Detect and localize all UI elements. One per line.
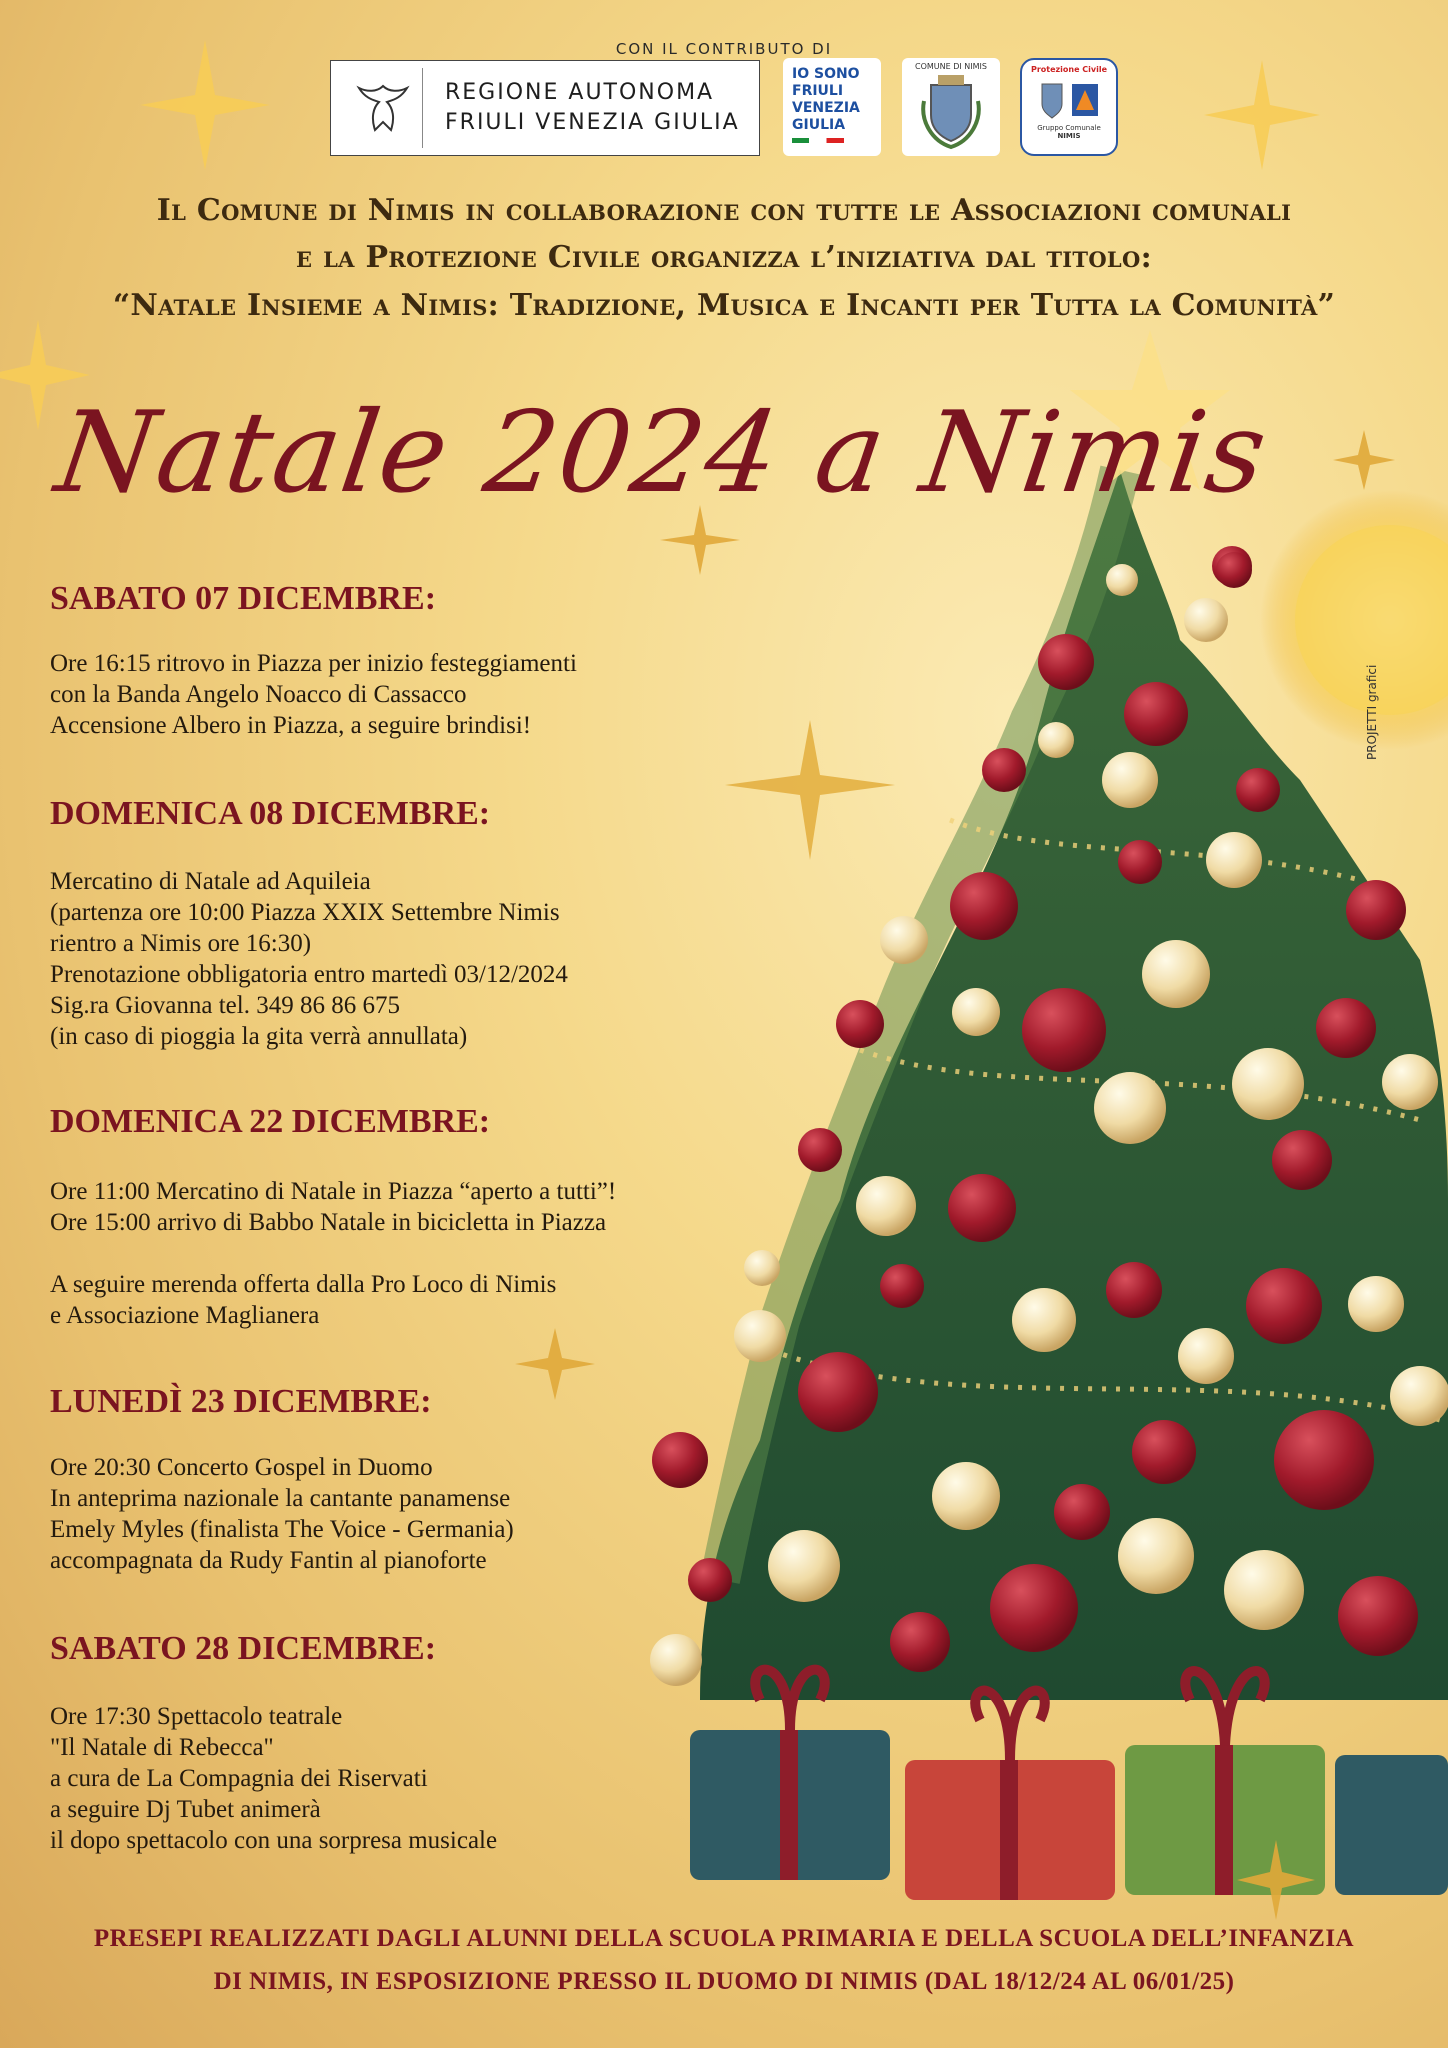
event-line: rientro a Nimis ore 16:30)	[50, 930, 312, 957]
pc-logo-subtitle: Gruppo Comunale	[1037, 124, 1101, 132]
event-line: (in caso di pioggia la gita verrà annullata)	[50, 1023, 468, 1050]
pc-logo-place: NIMIS	[1057, 132, 1081, 140]
event-line: a seguire Dj Tubet animerà	[50, 1796, 321, 1823]
event-line: "Il Natale di Rebecca"	[50, 1734, 274, 1761]
event-description	[50, 1176, 616, 1331]
event-line: Sig.ra Giovanna tel. 349 86 86 675	[50, 992, 400, 1019]
event-line: Ore 20:30 Concerto Gospel in Duomo	[50, 1454, 433, 1481]
event-line: accompagnata da Rudy Fantin al pianoforte	[50, 1547, 487, 1574]
footer-line-2: DI NIMIS, IN ESPOSIZIONE PRESSO IL DUOMO DI NIMIS (DAL 18/12/24 AL 06/01/25)	[213, 1968, 1235, 1995]
region-logo-line1: REGIONE AUTONOMA	[445, 80, 715, 105]
footer-line-1: PRESEPI REALIZZATI DAGLI ALUNNI DELLA SCUOLA PRIMARIA E DELLA SCUOLA DELL’INFANZIA	[93, 1925, 1355, 1952]
intro-line-3: “Natale Insieme a Nimis: Tradizione, Musica e Incanti per Tutta la Comunità”	[112, 288, 1336, 323]
event-line: Ore 17:30 Spettacolo teatrale	[50, 1703, 343, 1730]
event-line: Accensione Albero in Piazza, a seguire brindisi!	[50, 712, 532, 739]
event-line: (partenza ore 10:00 Piazza XXIX Settembre Nimis	[50, 899, 560, 926]
event-line: e Associazione Maglianera	[50, 1302, 320, 1329]
event-line: Mercatino di Natale ad Aquileia	[50, 868, 371, 895]
intro-line-1: Il Comune di Nimis in collaborazione con tutte le Associazioni comunali	[156, 193, 1292, 228]
comune-logo-label: COMUNE DI NIMIS	[915, 62, 987, 71]
eagle-icon	[343, 68, 423, 148]
region-fvg-logo	[330, 60, 760, 156]
event-line: Emely Myles (finalista The Voice - Germania)	[50, 1516, 514, 1543]
event-day-title: SABATO 07 DICEMBRE:	[50, 580, 437, 617]
coat-of-arms-icon	[916, 71, 986, 151]
contribution-label: CON IL CONTRIBUTO DI	[615, 40, 833, 58]
fvg-logo-line: GIULIA	[792, 117, 846, 133]
fvg-logo-line: VENEZIA	[792, 100, 860, 116]
event-line: con la Banda Angelo Noacco di Cassacco	[50, 681, 467, 708]
event-line: a cura de La Compagnia dei Riservati	[50, 1765, 428, 1792]
event-day-title: DOMENICA 08 DICEMBRE:	[50, 795, 491, 832]
io-sono-fvg-logo	[783, 58, 881, 156]
event-line: In anteprima nazionale la cantante panamense	[50, 1485, 511, 1512]
civil-protection-icon	[1034, 74, 1104, 122]
event-description	[50, 866, 568, 1052]
pc-logo-title: Protezione Civile	[1030, 65, 1108, 74]
event-day-title: SABATO 28 DICEMBRE:	[50, 1630, 437, 1667]
event-description	[50, 1701, 497, 1856]
event-line: A seguire merenda offerta dalla Pro Loco di Nimis	[50, 1271, 557, 1298]
event-day-title: DOMENICA 22 DICEMBRE:	[50, 1103, 491, 1140]
event-line: Ore 11:00 Mercatino di Natale in Piazza “aperto a tutti”!	[50, 1178, 617, 1205]
region-logo-line2: FRIULI VENEZIA GIULIA	[445, 110, 740, 135]
fvg-logo-line: FRIULI	[792, 83, 844, 99]
fvg-logo-line: IO SONO	[792, 66, 860, 82]
event-description	[50, 1452, 514, 1576]
event-line: Ore 15:00 arrivo di Babbo Natale in bicicletta in Piazza	[50, 1209, 607, 1236]
event-line: Ore 16:15 ritrovo in Piazza per inizio festeggiamenti	[50, 650, 577, 677]
comune-nimis-logo	[902, 58, 1000, 156]
intro-line-2: e la Protezione Civile organizza l’iniziativa dal titolo:	[296, 240, 1152, 275]
event-description	[50, 648, 577, 741]
designer-credit: PROJETTI grafici	[1365, 664, 1379, 760]
event-line: il dopo spettacolo con una sorpresa musicale	[50, 1827, 498, 1854]
event-day-title: LUNEDÌ 23 DICEMBRE:	[50, 1383, 432, 1420]
protezione-civile-logo	[1020, 58, 1118, 156]
event-line: Prenotazione obbligatoria entro martedì 03/12/2024	[50, 961, 568, 988]
italian-flag-icon	[792, 138, 844, 143]
page-title: Natale 2024 a Nimis	[48, 388, 1276, 518]
event-line	[50, 1238, 616, 1269]
